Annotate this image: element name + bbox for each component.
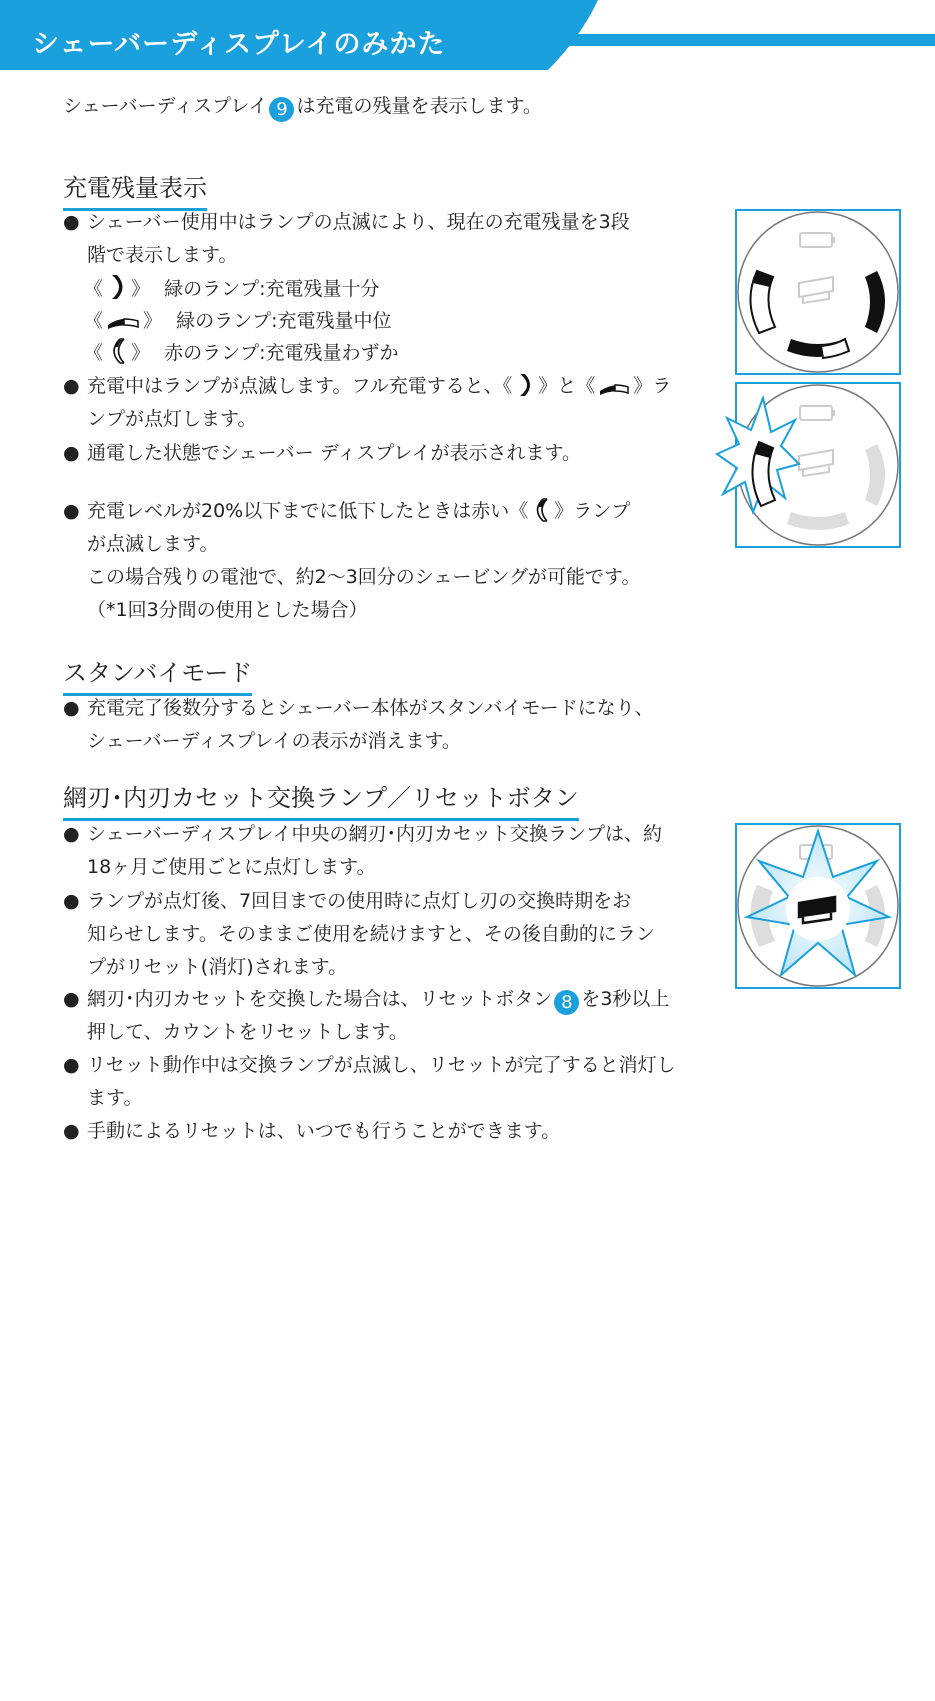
intro-after: は充電の残量を表示します。 — [296, 95, 542, 117]
low-lamp-icon — [106, 337, 128, 365]
intro-before: シェーバーディスプレイ — [63, 95, 268, 117]
bullet-line: プがリセット(消灯)されます。 — [87, 956, 348, 978]
bullet-dot: ● — [63, 1120, 80, 1142]
level-label: 緑のランプ:充電残量十分 — [164, 278, 380, 300]
bullet-line: リセット動作中は交換ランプが点滅し、リセットが完了すると消灯し — [87, 1054, 676, 1076]
bullet-line: 押して、カウントをリセットします。 — [87, 1021, 408, 1043]
bullet-dot: ● — [63, 375, 80, 397]
bullet-line: 手動によるリセットは、いつでも行うことができます。 — [87, 1120, 561, 1142]
badge-9: 9 — [269, 97, 294, 122]
bullet-line: ます。 — [87, 1087, 143, 1109]
bracket-close: 》 — [131, 342, 151, 364]
bullet-cassette-3 — [63, 983, 683, 1049]
bullet-text: 》ラ — [633, 375, 672, 397]
figure-display-cassette — [735, 823, 901, 989]
bullet-line: シェーバー使用中はランプの点滅により、現在の充電残量を3段 — [87, 211, 630, 233]
bullet-standby-1 — [63, 692, 683, 758]
bullet-line: シェーバーディスプレイ中央の網刃･内刃カセット交換ランプは、約 — [87, 823, 662, 845]
bullet-text: 》ランプ — [554, 500, 631, 522]
bullet-dot: ● — [63, 697, 80, 719]
bullet-line: が点滅します。 — [87, 533, 219, 555]
cassette-lit-icon — [799, 897, 835, 923]
bullet-line: 18ヶ月ご使用ごとに点灯します。 — [87, 856, 376, 878]
bullet-battery-1 — [63, 206, 683, 272]
medium-lamp-icon — [598, 380, 630, 398]
bullet-text: 》と《 — [538, 375, 596, 397]
bracket-open: 《 — [84, 310, 104, 332]
level-label: 緑のランプ:充電残量中位 — [176, 310, 392, 332]
bullet-dot: ● — [63, 890, 80, 912]
section-heading-cassette: 網刃･内刃カセット交換ランプ／リセットボタン — [63, 778, 579, 821]
bracket-close: 》 — [131, 278, 151, 300]
level-label: 赤のランプ:充電残量わずか — [164, 342, 399, 364]
section-heading-battery: 充電残量表示 — [63, 168, 207, 211]
full-lamp-icon — [515, 372, 535, 398]
bracket-close: 》 — [143, 310, 163, 332]
full-lamp-icon — [106, 273, 128, 301]
bullet-text: を3秒以上 — [581, 988, 670, 1010]
bullet-battery-2 — [63, 370, 683, 436]
bullet-dot: ● — [63, 823, 80, 845]
bullet-dot: ● — [63, 211, 80, 233]
badge-8: 8 — [554, 990, 579, 1015]
bracket-open: 《 — [84, 342, 104, 364]
bullet-dot: ● — [63, 1054, 80, 1076]
bullet-line: 通電した状態でシェーバー ディスプレイが表示されます。 — [87, 442, 581, 464]
header-band — [0, 0, 935, 70]
bullet-text: 網刃･内刃カセットを交換した場合は、リセットボタン — [87, 988, 553, 1010]
bullet-line: 階で表示します。 — [87, 244, 238, 266]
bullet-dot: ● — [63, 500, 80, 522]
bullet-line: この場合残りの電池で、約2～3回分のシェービングが可能です。 — [87, 566, 641, 588]
bullet-battery-3 — [63, 437, 683, 470]
bullet-dot: ● — [63, 442, 80, 464]
bullet-line: 充電完了後数分するとシェーバー本体がスタンバイモードになり、 — [87, 697, 654, 719]
low-lamp-icon — [531, 497, 551, 523]
bullet-line: ンプが点灯します。 — [87, 408, 257, 430]
bullet-text: 充電中はランプが点滅します。フル充電すると、《 — [87, 375, 513, 397]
bullet-cassette-4 — [63, 1049, 683, 1115]
bullet-line: ランプが点灯後、7回目までの使用時に点灯し刃の交換時期をお — [87, 890, 632, 912]
level-full — [84, 273, 379, 305]
level-medium — [84, 305, 391, 337]
bullet-cassette-2 — [63, 885, 683, 984]
bullet-line: シェーバーディスプレイの表示が消えます。 — [87, 730, 461, 752]
bullet-cassette-1 — [63, 818, 683, 884]
bullet-text: 充電レベルが20%以下までに低下したときは赤い《 — [87, 500, 529, 522]
bullet-battery-4 — [63, 495, 683, 627]
section-heading-standby: スタンバイモード — [63, 653, 252, 696]
page-title: シェーバーディスプレイのみかた — [32, 29, 446, 60]
figure-display-full — [735, 209, 901, 375]
level-low — [84, 337, 398, 369]
bullet-line: （*1回3分間の使用とした場合） — [87, 599, 368, 621]
bracket-open: 《 — [84, 278, 104, 300]
bullet-cassette-5 — [63, 1115, 683, 1148]
bullet-dot: ● — [63, 988, 80, 1010]
medium-lamp-icon — [106, 313, 140, 333]
intro-text — [63, 91, 542, 122]
bullet-line: 知らせします。そのままご使用を続けますと、その後自動的にラン — [87, 923, 655, 945]
figure-display-low — [735, 382, 901, 548]
